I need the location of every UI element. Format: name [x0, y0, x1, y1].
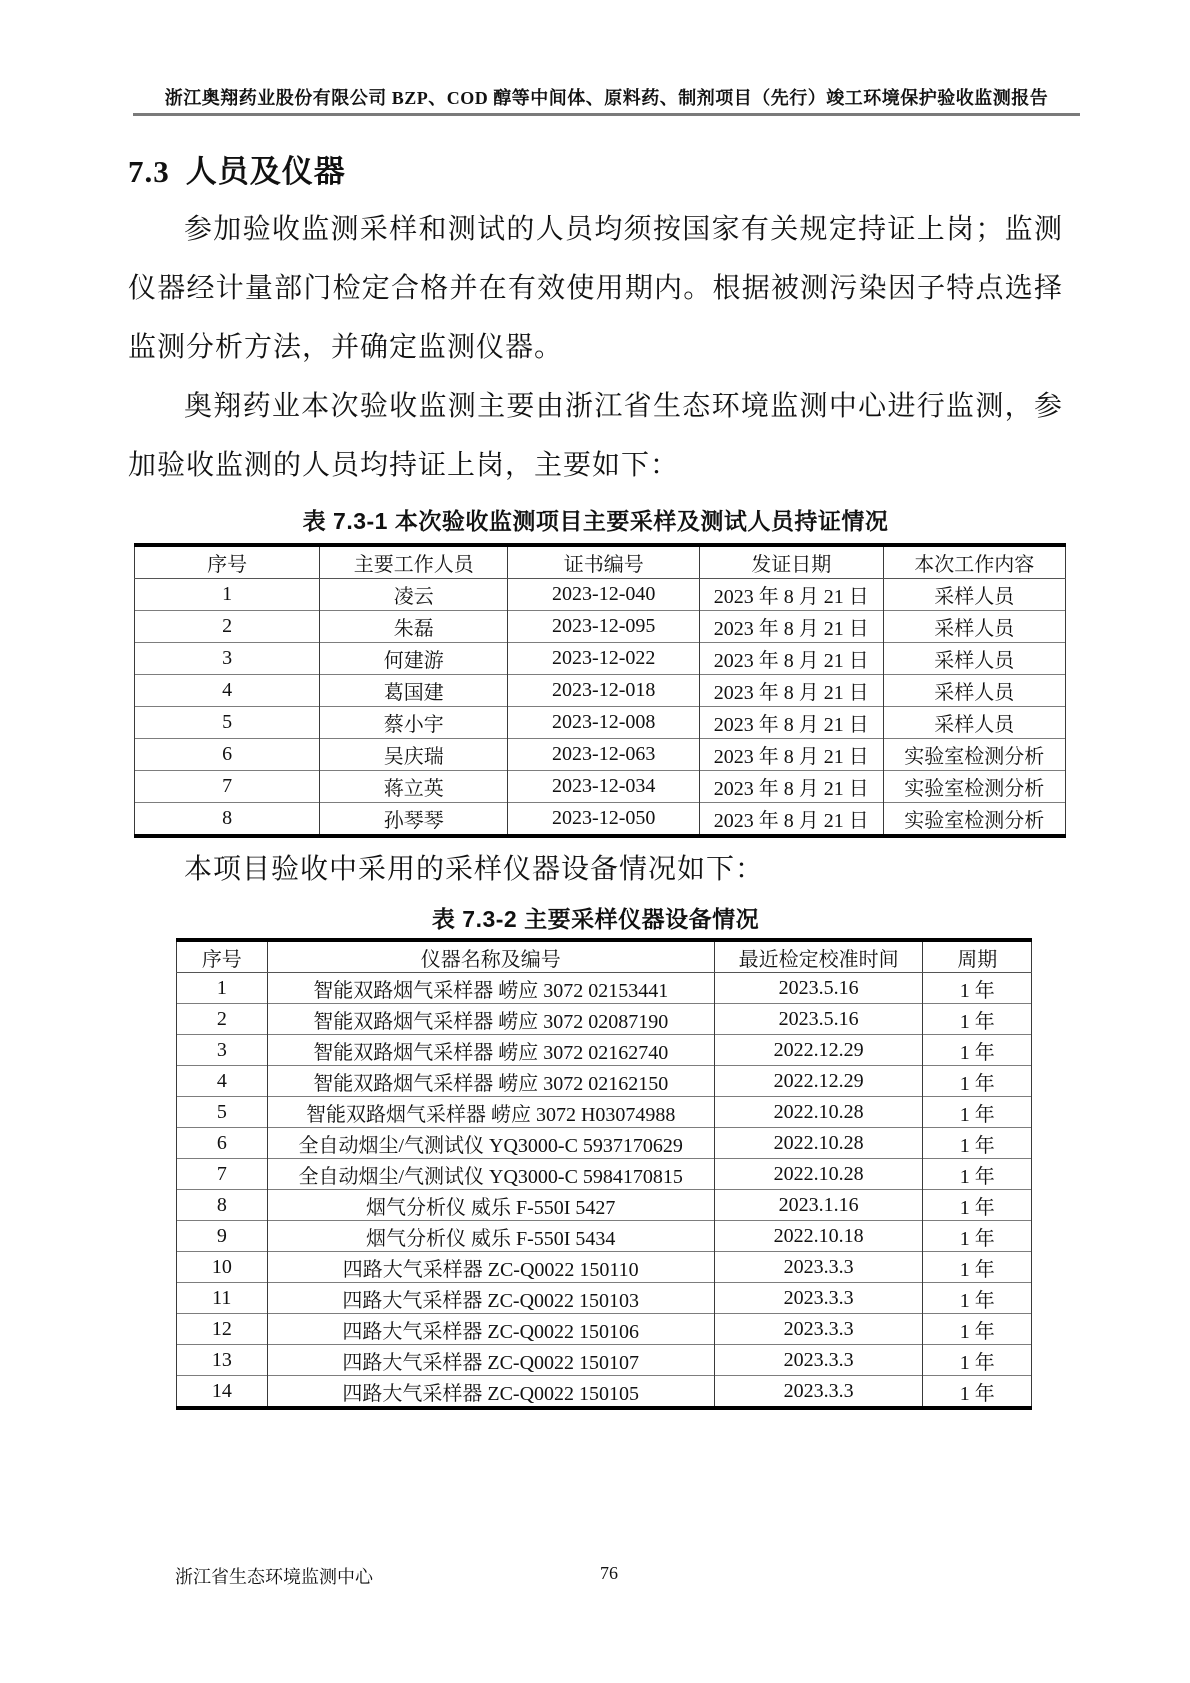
table-cell: 智能双路烟气采样器 崂应 3072 02162150: [267, 1066, 714, 1097]
footer-org: 浙江省生态环境监测中心: [175, 1567, 373, 1587]
table-cell: 2023.3.3: [714, 1252, 923, 1283]
table-cell: 7: [135, 771, 320, 803]
table-cell: 2023 年 8 月 21 日: [700, 579, 883, 611]
table-row: [177, 1159, 1032, 1190]
table-row: [135, 771, 1066, 803]
table-cell: 11: [177, 1283, 268, 1314]
table-cell: 2023 年 8 月 21 日: [700, 803, 883, 837]
column-header: 序号: [177, 940, 268, 973]
table-cell: 葛国建: [320, 675, 508, 707]
table-cell: 全自动烟尘/气测试仪 YQ3000-C 5937170629: [267, 1128, 714, 1159]
table-cell: 四路大气采样器 ZC-Q0022 150110: [267, 1252, 714, 1283]
table-cell: 1 年: [923, 1128, 1032, 1159]
paragraph: 本项目验收中采用的采样仪器设备情况如下：: [184, 854, 765, 885]
table-cell: 1 年: [923, 1004, 1032, 1035]
table-body: [177, 973, 1032, 1409]
table-cell: 1 年: [923, 1035, 1032, 1066]
table-cell: 6: [135, 739, 320, 771]
table-cell: 2023 年 8 月 21 日: [700, 739, 883, 771]
table-cell: 1 年: [923, 1345, 1032, 1376]
table-row: [135, 643, 1066, 675]
table-cell: 1 年: [923, 1314, 1032, 1345]
table-cell: 2023 年 8 月 21 日: [700, 707, 883, 739]
table-cell: 2: [135, 611, 320, 643]
table-cell: 蔡小宇: [320, 707, 508, 739]
column-header: 周期: [923, 940, 1032, 973]
table-header: [135, 545, 1066, 579]
table-row: [135, 675, 1066, 707]
table-cell: 何建游: [320, 643, 508, 675]
table-row: [177, 1283, 1032, 1314]
table-cell: 8: [177, 1190, 268, 1221]
table-cell: 3: [135, 643, 320, 675]
table-cell: 1 年: [923, 1376, 1032, 1409]
table-cell: 吴庆瑞: [320, 739, 508, 771]
equipment-table: [176, 938, 1032, 1410]
table-cell: 13: [177, 1345, 268, 1376]
table-row: [177, 1190, 1032, 1221]
table-cell: 7: [177, 1159, 268, 1190]
table-body: [135, 579, 1066, 837]
table-cell: 2023-12-034: [508, 771, 700, 803]
table-row: [177, 1035, 1032, 1066]
table-cell: 采样人员: [883, 643, 1066, 675]
table-cell: 2023-12-022: [508, 643, 700, 675]
column-header: 仪器名称及编号: [267, 940, 714, 973]
table-cell: 四路大气采样器 ZC-Q0022 150107: [267, 1345, 714, 1376]
table-cell: 全自动烟尘/气测试仪 YQ3000-C 5984170815: [267, 1159, 714, 1190]
table-cell: 2023.5.16: [714, 1004, 923, 1035]
table-cell: 四路大气采样器 ZC-Q0022 150106: [267, 1314, 714, 1345]
table-cell: 2023-12-095: [508, 611, 700, 643]
table-cell: 2022.10.28: [714, 1159, 923, 1190]
table-cell: 2023-12-050: [508, 803, 700, 837]
body-text: [128, 200, 1063, 495]
table-cell: 凌云: [320, 579, 508, 611]
table-row: [177, 1097, 1032, 1128]
column-header: 证书编号: [508, 545, 700, 579]
table-cell: 2023 年 8 月 21 日: [700, 675, 883, 707]
table-row: [177, 1128, 1032, 1159]
column-header: 主要工作人员: [320, 545, 508, 579]
table-cell: 2023.3.3: [714, 1283, 923, 1314]
table-cell: 2023 年 8 月 21 日: [700, 611, 883, 643]
table-cell: 2: [177, 1004, 268, 1035]
table-cell: 2023-12-018: [508, 675, 700, 707]
body-text: [128, 840, 1063, 899]
table-cell: 蒋立英: [320, 771, 508, 803]
table-cell: 2022.12.29: [714, 1066, 923, 1097]
table-row: [135, 803, 1066, 837]
table-cell: 1 年: [923, 1190, 1032, 1221]
table-row: [177, 1066, 1032, 1097]
table-cell: 8: [135, 803, 320, 837]
table-cell: 智能双路烟气采样器 崂应 3072 H03074988: [267, 1097, 714, 1128]
table-header: [177, 940, 1032, 973]
table-cell: 采样人员: [883, 675, 1066, 707]
table-cell: 采样人员: [883, 579, 1066, 611]
running-header: 浙江奥翔药业股份有限公司 BZP、COD 醇等中间体、原料药、制剂项目（先行）竣工环境保护验收监测报告: [164, 88, 1049, 108]
table-row: [177, 1376, 1032, 1409]
table-cell: 采样人员: [883, 611, 1066, 643]
table-cell: 1 年: [923, 1097, 1032, 1128]
table-row: [135, 707, 1066, 739]
table-cell: 四路大气采样器 ZC-Q0022 150103: [267, 1283, 714, 1314]
table-cell: 智能双路烟气采样器 崂应 3072 02087190: [267, 1004, 714, 1035]
table-cell: 实验室检测分析: [883, 803, 1066, 837]
table-cell: 1: [177, 973, 268, 1004]
table-cell: 1 年: [923, 1221, 1032, 1252]
table-caption: 表 7.3-1 本次验收监测项目主要采样及测试人员持证情况: [302, 508, 889, 534]
table-row: [177, 1314, 1032, 1345]
table-cell: 2022.10.18: [714, 1221, 923, 1252]
table-cell: 1 年: [923, 1283, 1032, 1314]
table-cell: 4: [177, 1066, 268, 1097]
table-row: [135, 739, 1066, 771]
table-cell: 采样人员: [883, 707, 1066, 739]
table-row: [177, 1004, 1032, 1035]
table-caption: 表 7.3-2 主要采样仪器设备情况: [431, 906, 760, 932]
table-row: [135, 611, 1066, 643]
section-title: 人员及仪器: [185, 154, 346, 189]
table-row: [177, 1345, 1032, 1376]
table-cell: 6: [177, 1128, 268, 1159]
table-cell: 2022.10.28: [714, 1128, 923, 1159]
table-cell: 4: [135, 675, 320, 707]
section-number: 7.3: [128, 154, 170, 189]
paragraph: 参加验收监测采样和测试的人员均须按国家有关规定持证上岗；监测仪器经计量部门检定合格并在有效使用期内。根据被测污染因子特点选择监测分析方法，并确定监测仪器。: [128, 214, 1063, 363]
table-cell: 2023.3.3: [714, 1345, 923, 1376]
table-cell: 3: [177, 1035, 268, 1066]
table-cell: 2023-12-008: [508, 707, 700, 739]
column-header: 发证日期: [700, 545, 883, 579]
table-cell: 1 年: [923, 1159, 1032, 1190]
table-row: [177, 1221, 1032, 1252]
column-header: 序号: [135, 545, 320, 579]
table-cell: 2023.3.3: [714, 1376, 923, 1409]
table-cell: 2023-12-063: [508, 739, 700, 771]
table-cell: 孙琴琴: [320, 803, 508, 837]
paragraph: 奥翔药业本次验收监测主要由浙江省生态环境监测中心进行监测，参加验收监测的人员均持证上岗，主要如下：: [128, 391, 1063, 481]
table-cell: 实验室检测分析: [883, 771, 1066, 803]
table-cell: 2023-12-040: [508, 579, 700, 611]
table-cell: 2023.3.3: [714, 1314, 923, 1345]
table-cell: 实验室检测分析: [883, 739, 1066, 771]
table-cell: 5: [135, 707, 320, 739]
table-row: [177, 1252, 1032, 1283]
table-header-row: [135, 545, 1066, 579]
table-row: [177, 973, 1032, 1004]
table-cell: 2023 年 8 月 21 日: [700, 771, 883, 803]
table-cell: 烟气分析仪 威乐 F-550I 5427: [267, 1190, 714, 1221]
table-cell: 10: [177, 1252, 268, 1283]
table-cell: 智能双路烟气采样器 崂应 3072 02153441: [267, 973, 714, 1004]
table-cell: 5: [177, 1097, 268, 1128]
table-cell: 9: [177, 1221, 268, 1252]
table-cell: 1: [135, 579, 320, 611]
table-cell: 2023.5.16: [714, 973, 923, 1004]
table-cell: 烟气分析仪 威乐 F-550I 5434: [267, 1221, 714, 1252]
section-heading: [128, 146, 346, 191]
table-cell: 2022.12.29: [714, 1035, 923, 1066]
table-row: [135, 579, 1066, 611]
table-cell: 智能双路烟气采样器 崂应 3072 02162740: [267, 1035, 714, 1066]
table-cell: 1 年: [923, 1252, 1032, 1283]
table-cell: 2023.1.16: [714, 1190, 923, 1221]
table-header-row: [177, 940, 1032, 973]
header-rule: [133, 113, 1080, 116]
table-cell: 2023 年 8 月 21 日: [700, 643, 883, 675]
table-cell: 14: [177, 1376, 268, 1409]
table-cell: 朱磊: [320, 611, 508, 643]
table-cell: 2022.10.28: [714, 1097, 923, 1128]
page-number: 76: [600, 1563, 618, 1583]
table-cell: 1 年: [923, 1066, 1032, 1097]
column-header: 本次工作内容: [883, 545, 1066, 579]
table-cell: 四路大气采样器 ZC-Q0022 150105: [267, 1376, 714, 1409]
column-header: 最近检定校准时间: [714, 940, 923, 973]
table-cell: 1 年: [923, 973, 1032, 1004]
table-cell: 12: [177, 1314, 268, 1345]
personnel-table: [134, 543, 1066, 838]
